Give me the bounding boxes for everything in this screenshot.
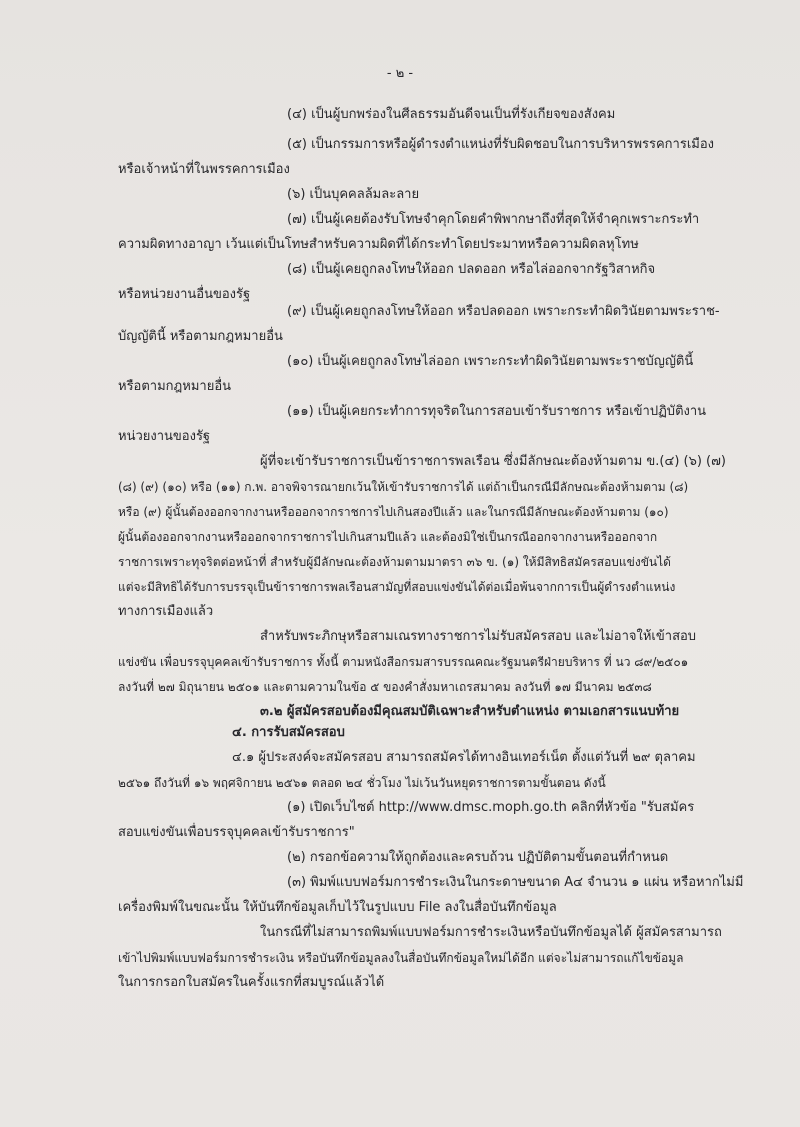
text-line: หรือหน่วยงานอื่นของรัฐ	[118, 287, 251, 302]
text-line: (๙) เป็นผู้เคยถูกลงโทษให้ออก หรือปลดออก เพราะกระทำผิดวินัยตามพระราช-	[287, 304, 720, 319]
text-line: หรือเจ้าหน้าที่ในพรรคการเมือง	[118, 162, 290, 177]
text-line: แข่งขัน เพื่อบรรจุบุคคลเข้ารับราชการ ทั้งนี้ ตามหนังสือกรมสารบรรณคณะรัฐมนตรีฝ่ายบริหาร ที่ นว ๘๙/๒๕๐๑	[118, 655, 689, 669]
text-line: ผู้นั้นต้องออกจากงานหรือออกจากราชการไปเกินสามปีแล้ว และต้องมิใช่เป็นกรณีออกจากงานหรือออกจาก	[118, 530, 658, 544]
text-line: บัญญัตินี้ หรือตามกฎหมายอื่น	[118, 329, 283, 344]
page-number: - ๒ -	[386, 66, 414, 81]
section-heading: ๔. การรับสมัครสอบ	[232, 725, 345, 740]
text-line: (๑๐) เป็นผู้เคยถูกลงโทษไล่ออก เพราะกระทำผิดวินัยตามพระราชบัญญัตินี้	[287, 354, 694, 369]
text-line: หรือ (๙) ผู้นั้นต้องออกจากงานหรือออกจากราชการไปเกินสองปีแล้ว และในกรณีมีลักษณะต้องห้ามตาม (๑๐)	[118, 505, 669, 519]
text-line: ลงวันที่ ๒๗ มิถุนายน ๒๕๐๑ และตามความในข้อ ๕ ของคำสั่งมหาเถรสมาคม ลงวันที่ ๑๗ มีนาคม ๒๕๓๘	[118, 680, 652, 694]
text-line: ราชการเพราะทุจริตต่อหน้าที่ สำหรับผู้มีลักษณะต้องห้ามตามมาตรา ๓๖ ข. (๑) ให้มีสิทธิสมัครสอบแข่งขันได้	[118, 555, 671, 569]
text-line: ความผิดทางอาญา เว้นแต่เป็นโทษสำหรับความผิดที่ได้กระทำโดยประมาทหรือความผิดลหุโทษ	[118, 237, 639, 252]
text-line: เครื่องพิมพ์ในขณะนั้น ให้บันทึกข้อมูลเก็บไว้ในรูปแบบ File ลงในสื่อบันทึกข้อมูล	[118, 900, 557, 915]
text-line: (๔) เป็นผู้บกพร่องในศีลธรรมอันดีจนเป็นที่รังเกียจของสังคม	[287, 107, 616, 122]
text-line: (๑) เปิดเว็บไซต์ http://www.dmsc.moph.go.th คลิกที่หัวข้อ "รับสมัคร	[287, 800, 695, 815]
text-line: ทางการเมืองแล้ว	[118, 604, 214, 619]
text-line: ในกรณีที่ไม่สามารถพิมพ์แบบฟอร์มการชำระเงินหรือบันทึกข้อมูลได้ ผู้สมัครสามารถ	[260, 925, 722, 940]
text-line: (๗) เป็นผู้เคยต้องรับโทษจำคุกโดยคำพิพากษาถึงที่สุดให้จำคุกเพราะกระทำ	[287, 212, 700, 227]
text-line: ในการกรอกใบสมัครในครั้งแรกที่สมบูรณ์แล้วได้	[118, 975, 385, 990]
text-line: แต่จะมีสิทธิได้รับการบรรจุเป็นข้าราชการพลเรือนสามัญที่สอบแข่งขันได้ต่อเมื่อพ้นจากการเป็นผู้ดำรงตำแหน่ง	[118, 580, 676, 594]
text-line: (๖) เป็นบุคคลล้มละลาย	[287, 187, 420, 202]
text-line: หรือตามกฎหมายอื่น	[118, 379, 232, 394]
text-line: หน่วยงานของรัฐ	[118, 429, 211, 444]
text-line: (๘) เป็นผู้เคยถูกลงโทษให้ออก ปลดออก หรือไล่ออกจากรัฐวิสาหกิจ	[287, 262, 656, 277]
text-line: เข้าไปพิมพ์แบบฟอร์มการชำระเงิน หรือบันทึกข้อมูลลงในสื่อบันทึกข้อมูลใหม่ได้อีก แต่จะไม่สามารถแก้ไขข้อมูล	[118, 951, 684, 965]
text-line: (๓) พิมพ์แบบฟอร์มการชำระเงินในกระดาษขนาด A๔ จำนวน ๑ แผ่น หรือหากไม่มี	[287, 875, 744, 890]
text-line: สำหรับพระภิกษุหรือสามเณรทางราชการไม่รับสมัครสอบ และไม่อาจให้เข้าสอบ	[260, 629, 697, 644]
text-line: (๕) เป็นกรรมการหรือผู้ดำรงตำแหน่งที่รับผิดชอบในการบริหารพรรคการเมือง	[287, 137, 715, 152]
section-heading: ๓.๒ ผู้สมัครสอบต้องมีคุณสมบัติเฉพาะสำหรับตำแหน่ง ตามเอกสารแนบท้าย	[260, 704, 680, 719]
text-line: ๔.๑ ผู้ประสงค์จะสมัครสอบ สามารถสมัครได้ทางอินเทอร์เน็ต ตั้งแต่วันที่ ๒๙ ตุลาคม	[232, 750, 696, 765]
text-line: ผู้ที่จะเข้ารับราชการเป็นข้าราชการพลเรือน ซึ่งมีลักษณะต้องห้ามตาม ข.(๔) (๖) (๗)	[260, 454, 726, 469]
text-line: ๒๕๖๑ ถึงวันที่ ๑๖ พฤศจิกายน ๒๕๖๑ ตลอด ๒๔ ชั่วโมง ไม่เว้นวันหยุดราชการตามขั้นตอน ดังนี้	[118, 776, 606, 790]
text-line: สอบแข่งขันเพื่อบรรจุบุคคลเข้ารับราชการ"	[118, 825, 355, 840]
text-line: (๘) (๙) (๑๐) หรือ (๑๑) ก.พ. อาจพิจารณายกเว้นให้เข้ารับราชการได้ แต่ถ้าเป็นกรณีมีลักษณะต้องห้ามตาม (๘)	[118, 480, 689, 494]
text-line: (๑๑) เป็นผู้เคยกระทำการทุจริตในการสอบเข้ารับราชการ หรือเข้าปฏิบัติงาน	[287, 404, 707, 419]
text-line: (๒) กรอกข้อความให้ถูกต้องและครบถ้วน ปฏิบัติตามขั้นตอนที่กำหนด	[287, 850, 669, 865]
